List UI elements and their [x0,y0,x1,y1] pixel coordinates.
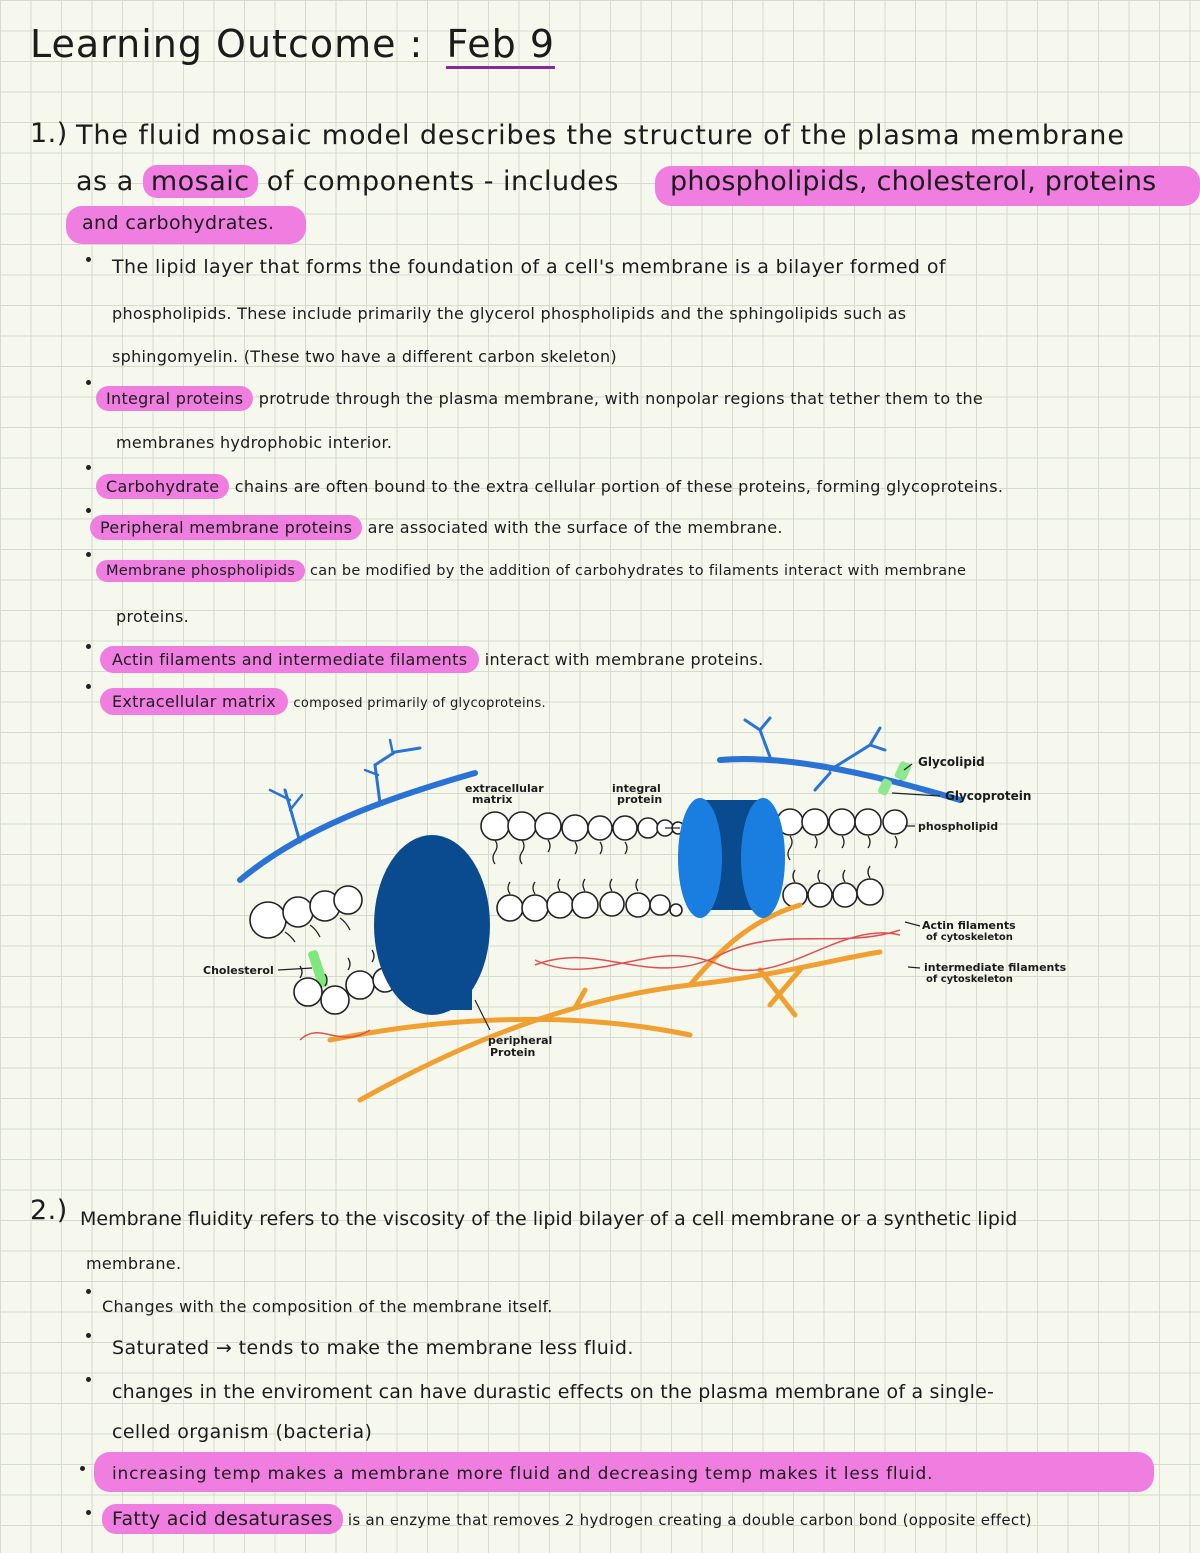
highlight-integral-proteins: Integral proteins [96,386,253,411]
s2-b3-l1: changes in the enviroment can have durastic effects on the plasma membrane of a single- [112,1381,995,1403]
s1-b2-l2: membranes hydrophobic interior. [116,433,393,452]
label-intermediate-1: intermediate filaments [924,961,1067,974]
label-actin-2: of cytoskeleton [926,932,1013,943]
line2-pre: as a [76,166,134,197]
b4-text: are associated with the surface of the membrane. [367,518,783,537]
phospholipid-heads [250,809,907,1014]
section2-line1: Membrane fluidity refers to the viscosity of the lipid bilayer of a cell membrane or a synthetic lipid [80,1208,1018,1230]
s1-b1-l3: sphingomyelin. (These two have a different carbon skeleton) [112,347,617,366]
highlight-actin: Actin filaments and intermediate filaments [100,646,479,673]
line2-mid: of components - includes [266,166,619,197]
b7-text: composed primarily of glycoproteins. [293,696,546,711]
s1-b1-l1: The lipid layer that forms the foundation of a cell's membrane is a bilayer formed of [112,256,946,278]
s2-b1: Changes with the composition of the membrane itself. [102,1297,553,1316]
highlight-fatty-acid: Fatty acid desaturases [102,1504,343,1534]
b3-text: chains are often bound to the extra cellular portion of these proteins, forming glycoproteins. [234,477,1004,496]
label-integral: integral [612,782,661,795]
line2-highlight-components: phospholipids, cholesterol, proteins [670,166,1157,197]
extracellular-matrix [240,718,960,880]
label-peripheral: peripheral [488,1034,553,1047]
highlight-ecm: Extracellular matrix [100,688,288,715]
bullet-dot [86,1377,91,1382]
s2-b3-l2: celled organism (bacteria) [112,1421,373,1443]
label-phospholipid: phospholipid [918,820,999,833]
title-date: Feb 9 [446,22,555,69]
highlight-peripheral: Peripheral membrane proteins [90,515,362,540]
label-glycoprotein: Glycoprotein [945,789,1032,803]
label-cholesterol: Cholesterol [203,964,274,977]
section1-number: 1.) [30,118,68,149]
b2-text: protrude through the plasma membrane, with nonpolar regions that tether them to the [258,389,984,408]
bullet-dot [86,1333,91,1338]
label-matrix: matrix [472,793,513,806]
highlight-mosaic: mosaic [143,165,258,198]
bullet-dot [86,1510,91,1515]
s1-b1-l2: phospholipids. These include primarily the glycerol phospholipids and the sphingolipids such as [112,304,907,323]
s2-b2: Saturated → tends to make the membrane less fluid. [112,1337,634,1359]
b5-text: is an enzyme that removes 2 hydrogen creating a double carbon bond (opposite effect) [347,1511,1032,1529]
s2-b5 [102,1508,1032,1530]
b5-text: can be modified by the addition of carbohydrates to filaments interact with membrane [309,563,967,579]
glycolipid-mark [894,760,912,781]
label-actin-1: Actin filaments [922,919,1016,932]
s1-b5-l2: proteins. [116,607,189,626]
label-integral-protein: protein [617,793,663,806]
line3-highlight: and carbohydrates. [82,212,275,234]
integral-protein [678,798,785,918]
highlight-membrane-phospholipids: Membrane phospholipids [96,560,305,582]
highlight-carbohydrate: Carbohydrate [96,474,229,499]
title-text: Learning Outcome : [30,22,424,66]
b6-text: interact with membrane proteins. [484,650,764,669]
peripheral-protein [374,835,490,1015]
label-extracellular: extracellular [465,782,544,795]
label-peripheral-protein: Protein [490,1046,536,1059]
section2-number: 2.) [30,1195,68,1226]
section2-line2: membrane. [86,1254,182,1273]
bullet-dot [86,1289,91,1294]
section1-line1: The fluid mosaic model describes the structure of the plasma membrane [76,120,1125,151]
label-intermediate-2: of cytoskeleton [926,974,1013,985]
label-glycolipid: Glycolipid [918,755,985,769]
bullet-dot [80,1466,85,1471]
s2-b4: increasing temp makes a membrane more fluid and decreasing temp makes it less fluid. [112,1464,934,1484]
